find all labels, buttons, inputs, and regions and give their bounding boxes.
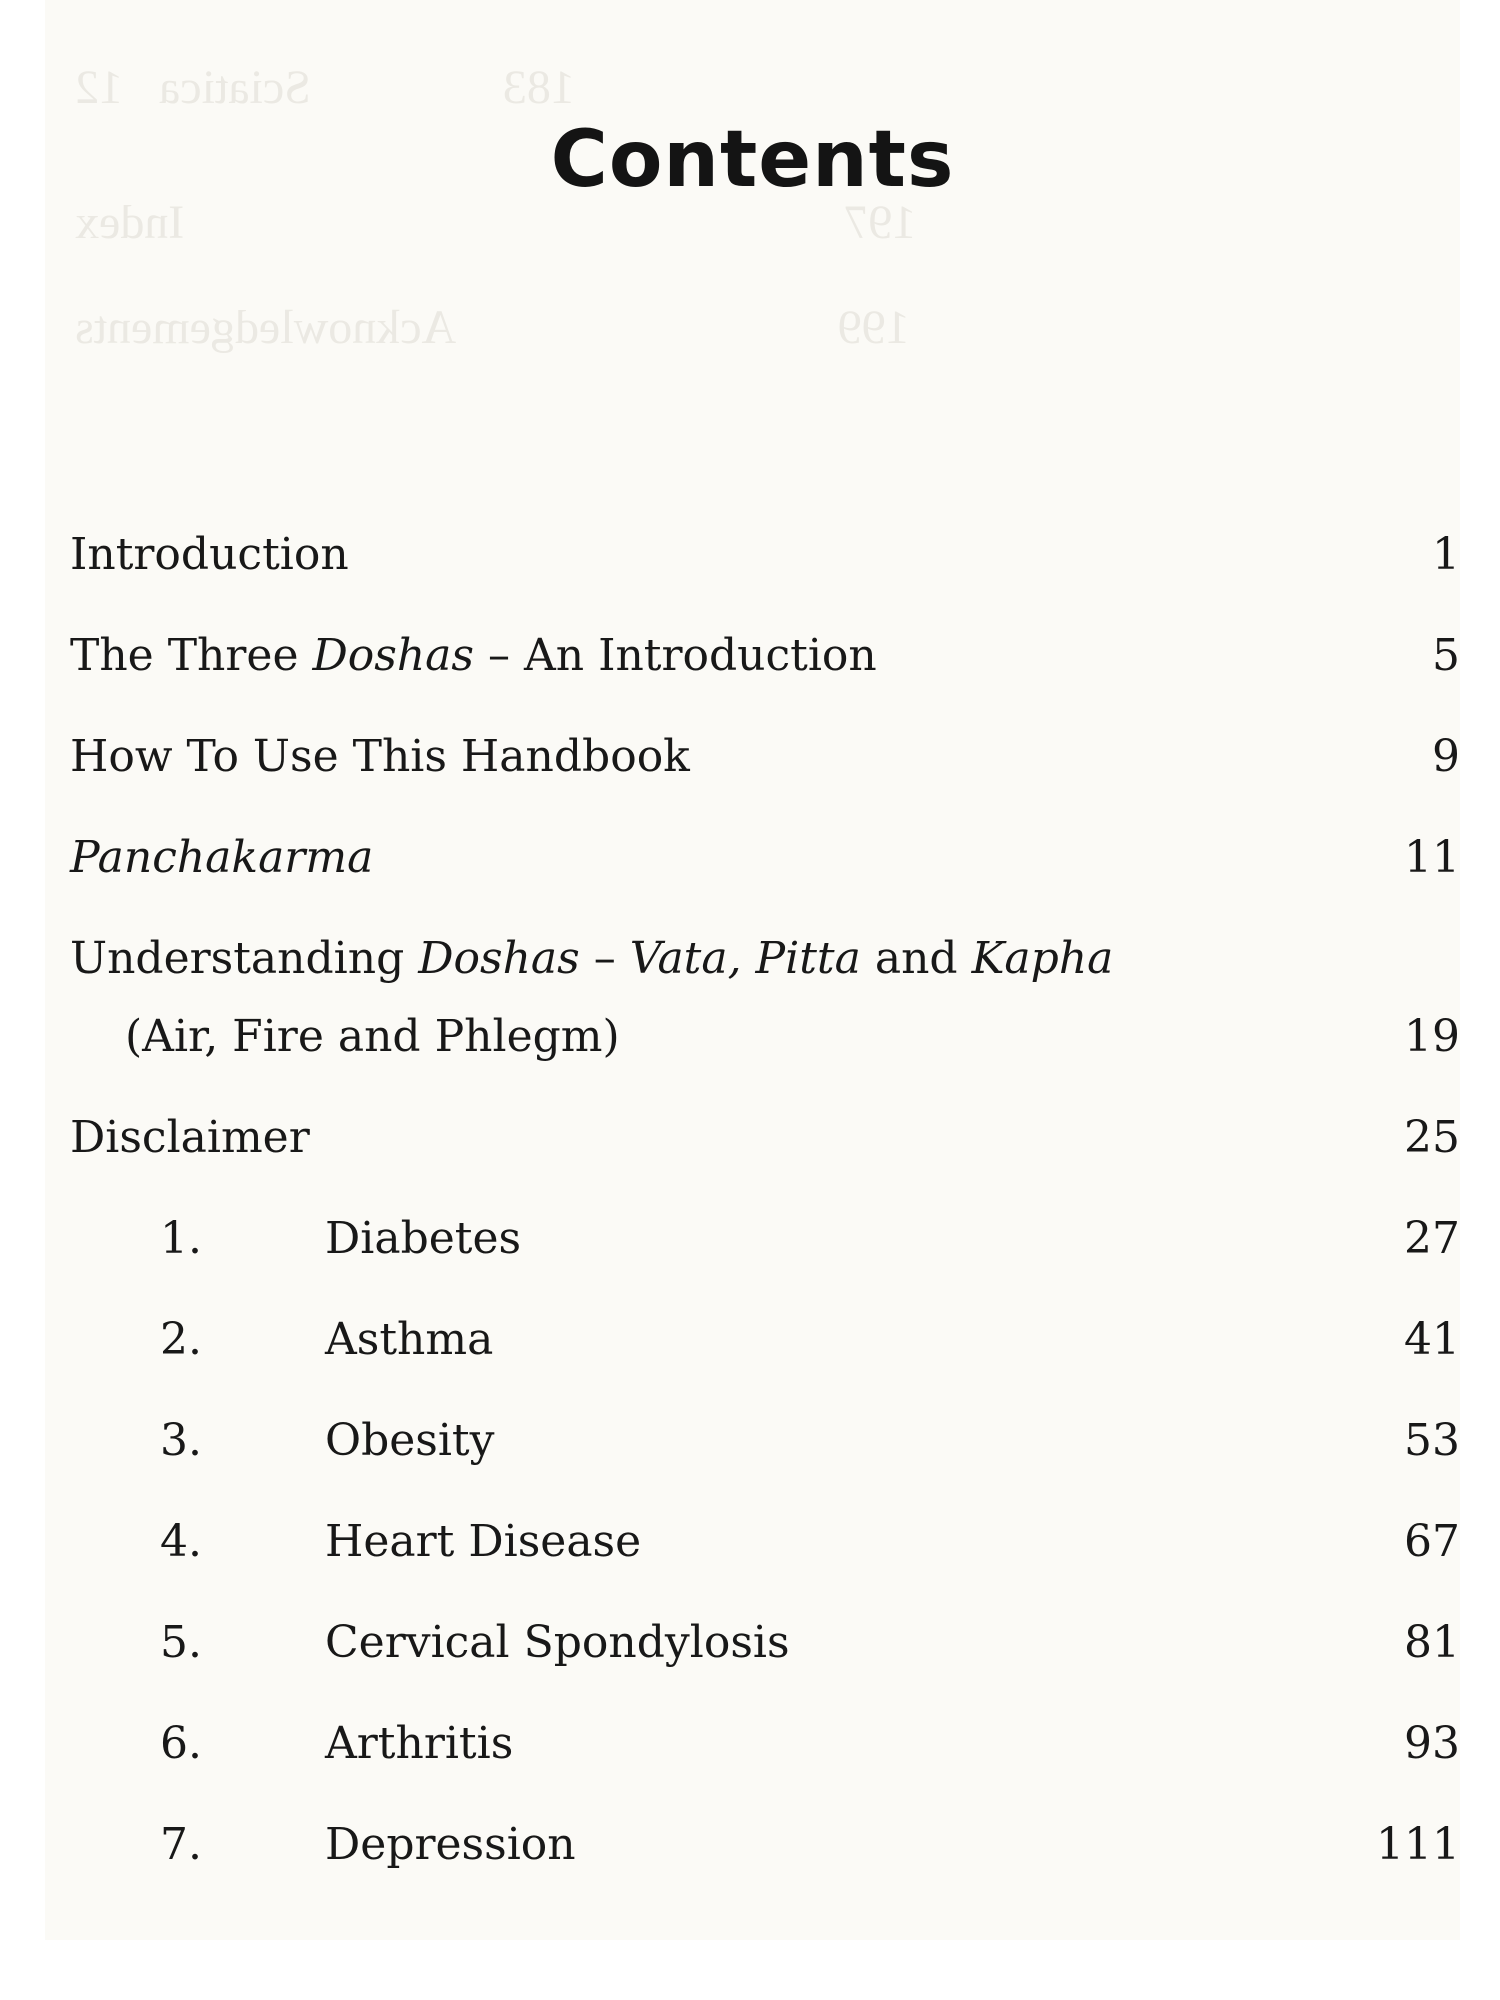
toc-chapter-entry[interactable] — [70, 1709, 1460, 1779]
book-page — [45, 0, 1460, 1940]
toc-entry-label: How To Use This Handbook — [70, 731, 690, 782]
show-through-decoration: 183 Sciatica 12 — [75, 61, 575, 114]
toc-entry-three-doshas[interactable] — [70, 621, 1460, 691]
toc-chapter-entry[interactable] — [70, 1204, 1460, 1274]
chapter-number: 3. — [160, 1415, 202, 1466]
toc-page-number: 19 — [1404, 1011, 1460, 1062]
show-through-decoration: 197 Index — [75, 196, 917, 249]
chapter-number: 5. — [160, 1617, 202, 1668]
toc-chapter-entry[interactable] — [70, 1507, 1460, 1577]
toc-page-number: 81 — [1404, 1617, 1460, 1668]
chapter-title: Cervical Spondylosis — [325, 1617, 790, 1668]
toc-entry-disclaimer[interactable] — [70, 1103, 1460, 1173]
toc-page-number: 111 — [1376, 1819, 1460, 1870]
chapter-title: Arthritis — [325, 1718, 514, 1769]
chapter-number: 7. — [160, 1819, 202, 1870]
chapter-title: Depression — [325, 1819, 576, 1870]
toc-chapter-entry[interactable] — [70, 1810, 1460, 1880]
toc-page-number: 1 — [1432, 529, 1460, 580]
toc-chapter-entry[interactable] — [70, 1305, 1460, 1375]
toc-page-number: 93 — [1404, 1718, 1460, 1769]
chapter-number: 6. — [160, 1718, 202, 1769]
toc-page-number: 67 — [1404, 1516, 1460, 1567]
toc-entry-label: The Three Doshas – An Introduction — [70, 630, 877, 681]
toc-entry-how-to-use[interactable] — [70, 722, 1460, 792]
toc-entry-label: Understanding Doshas – Vata, Pitta and Kapha — [70, 933, 1114, 984]
chapter-title: Asthma — [325, 1314, 494, 1365]
toc-chapter-entry[interactable] — [70, 1608, 1460, 1678]
toc-entry-understanding-doshas[interactable] — [70, 924, 1460, 994]
toc-page-number: 53 — [1404, 1415, 1460, 1466]
toc-page-number: 27 — [1404, 1213, 1460, 1264]
toc-page-number: 25 — [1404, 1112, 1460, 1163]
chapter-title: Diabetes — [325, 1213, 522, 1264]
chapter-number: 4. — [160, 1516, 202, 1567]
toc-entry-label: Disclaimer — [70, 1112, 310, 1163]
show-through-decoration: 199 Acknowledgements — [75, 301, 910, 354]
toc-page-number: 11 — [1404, 832, 1460, 883]
chapter-title: Heart Disease — [325, 1516, 642, 1567]
chapter-number: 1. — [160, 1213, 202, 1264]
toc-entry-label: Panchakarma — [70, 832, 374, 883]
toc-chapter-entry[interactable] — [70, 1406, 1460, 1476]
toc-entry-label: Introduction — [70, 529, 349, 580]
toc-entry-label-continued: (Air, Fire and Phlegm) — [125, 1011, 620, 1062]
toc-page-number: 9 — [1432, 731, 1460, 782]
toc-entry-understanding-doshas-line2[interactable] — [70, 1002, 1460, 1072]
chapter-number: 2. — [160, 1314, 202, 1365]
toc-entry-introduction[interactable] — [70, 520, 1460, 590]
toc-page-number: 5 — [1432, 630, 1460, 681]
page-title: Contents — [550, 115, 955, 205]
chapter-title: Obesity — [325, 1415, 495, 1466]
toc-entry-panchakarma[interactable] — [70, 823, 1460, 893]
toc-page-number: 41 — [1404, 1314, 1460, 1365]
